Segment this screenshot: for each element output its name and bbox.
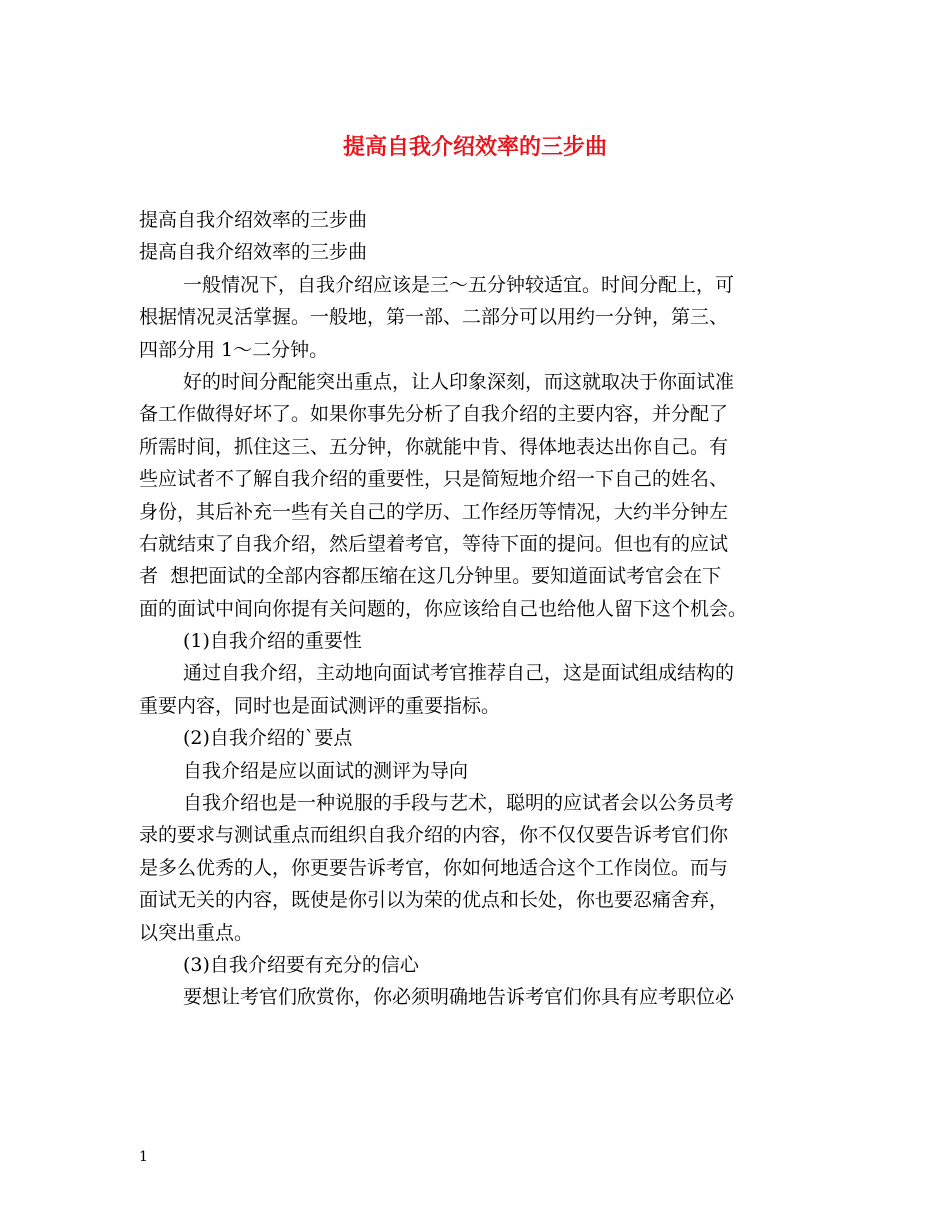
text-line: 者 想把面试的全部内容都压缩在这几分钟里。要知道面试考官会在下 (139, 565, 722, 588)
text-line: 以突出重点。 (139, 921, 254, 944)
text-line: 根据情况灵活掌握。一般地，第一部、二部分可以用约一分钟，第三、 (139, 306, 729, 329)
text-line: 面的面试中间向你提有关问题的，你应该给自己也给他人留下这个机会。 (139, 597, 748, 620)
text-line: 面试无关的内容，既使是你引以为荣的优点和长处，你也要忍痛舍弃， (139, 889, 729, 912)
text-line: 自我介绍也是一种说服的手段与艺术，聪明的应试者会以公务员考 (183, 792, 735, 815)
text-line: 身份，其后补充一些有关自己的学历、工作经历等情况，大约半分钟左 (139, 500, 729, 523)
page-number: 1 (139, 1149, 148, 1165)
text-line: 备工作做得好坏了。如果你事先分析了自我介绍的主要内容，并分配了 (139, 403, 729, 426)
section-heading: (1)自我介绍的重要性 (183, 630, 362, 653)
text-line: 所需时间，抓住这三、五分钟，你就能中肯、得体地表达出你自己。有 (139, 435, 729, 458)
text-line: 些应试者不了解自我介绍的重要性，只是简短地介绍一下自己的姓名、 (139, 468, 729, 491)
section-heading: (3)自我介绍要有充分的信心 (183, 953, 419, 976)
section-heading: (2)自我介绍的`要点 (183, 727, 353, 750)
text-line: 提高自我介绍效率的三步曲 (139, 241, 368, 264)
text-line: 通过自我介绍，主动地向面试考官推荐自己，这是面试组成结构的 (183, 662, 735, 685)
document-body (139, 204, 819, 1014)
document-title: 提高自我介绍效率的三步曲 (342, 134, 607, 160)
text-line: 要想让考官们欣赏你，你必须明确地告诉考官们你具有应考职位必 (183, 986, 735, 1009)
text-line: 右就结束了自我介绍，然后望着考官，等待下面的提问。但也有的应试 (139, 532, 729, 555)
text-line: 自我介绍是应以面试的测评为导向 (183, 759, 469, 782)
text-line: 录的要求与测试重点而组织自我介绍的内容，你不仅仅要告诉考官们你 (139, 824, 729, 847)
text-line: 一般情况下，自我介绍应该是三～五分钟较适宜。时间分配上，可 (183, 273, 735, 296)
text-line: 重要内容，同时也是面试测评的重要指标。 (139, 694, 501, 717)
text-line: 是多么优秀的人，你更要告诉考官，你如何地适合这个工作岗位。而与 (139, 856, 729, 879)
text-line: 提高自我介绍效率的三步曲 (139, 209, 368, 231)
text-line: 好的时间分配能突出重点，让人印象深刻，而这就取决于你面试准 (183, 370, 735, 393)
text-line: 四部分用 1～二分钟。 (139, 338, 329, 361)
